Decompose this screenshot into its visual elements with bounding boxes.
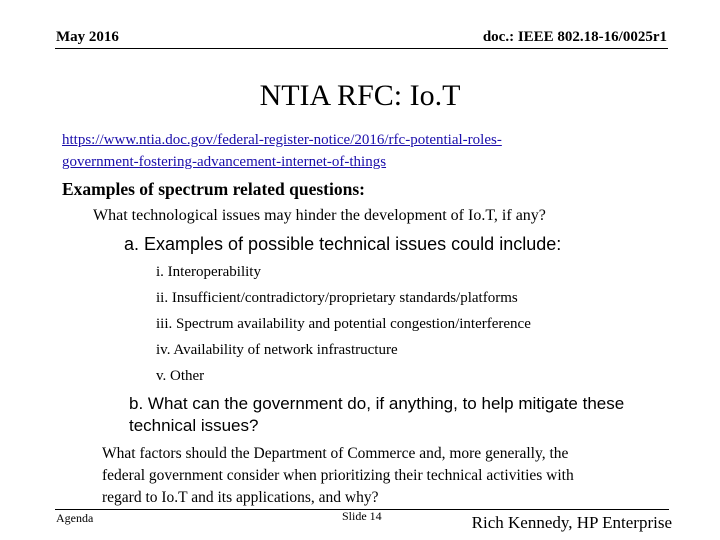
sub-item-b-line-2: technical issues? — [129, 416, 259, 435]
footer-slide-number: Slide 14 — [342, 509, 382, 523]
rfc-link-line-1[interactable]: https://www.ntia.doc.gov/federal-register-notice/2016/rfc-potential-roles- — [62, 132, 502, 148]
header-divider — [55, 48, 668, 49]
rfc-link-line-2[interactable]: government-fostering-advancement-internet-of-things — [62, 154, 387, 170]
footer-agenda: Agenda — [56, 511, 94, 525]
header-doc-id: doc.: IEEE 802.18-16/0025r1 — [482, 29, 667, 45]
footer-author: Rich Kennedy, HP Enterprise — [471, 513, 672, 532]
section-heading: Examples of spectrum related questions: — [62, 179, 365, 199]
issues-list — [156, 261, 531, 391]
question-1: What technological issues may hinder the development of Io.T, if any? — [93, 207, 546, 224]
list-item: iii. Spectrum availability and potential congestion/interference — [156, 316, 531, 332]
question-2-line-2: federal government consider when prioritizing their technical activities with — [102, 467, 574, 484]
list-item: ii. Insufficient/contradictory/proprietary standards/platforms — [156, 290, 518, 306]
list-item: v. Other — [156, 368, 205, 384]
list-item: i. Interoperability — [156, 264, 261, 280]
question-2-line-3: regard to Io.T and its applications, and why? — [102, 489, 379, 506]
sub-item-b-line-1: b. What can the government do, if anything, to help mitigate these — [129, 394, 625, 413]
question-2-line-1: What factors should the Department of Commerce and, more generally, the — [102, 445, 569, 462]
sub-item-a: a. Examples of possible technical issues could include: — [124, 234, 562, 254]
rfc-link[interactable] — [62, 129, 622, 173]
list-item: iv. Availability of network infrastructure — [156, 342, 398, 358]
sub-item-b — [129, 393, 669, 437]
slide-title: NTIA RFC: Io.T — [259, 79, 461, 112]
header-date: May 2016 — [56, 29, 119, 45]
question-2 — [102, 443, 682, 509]
